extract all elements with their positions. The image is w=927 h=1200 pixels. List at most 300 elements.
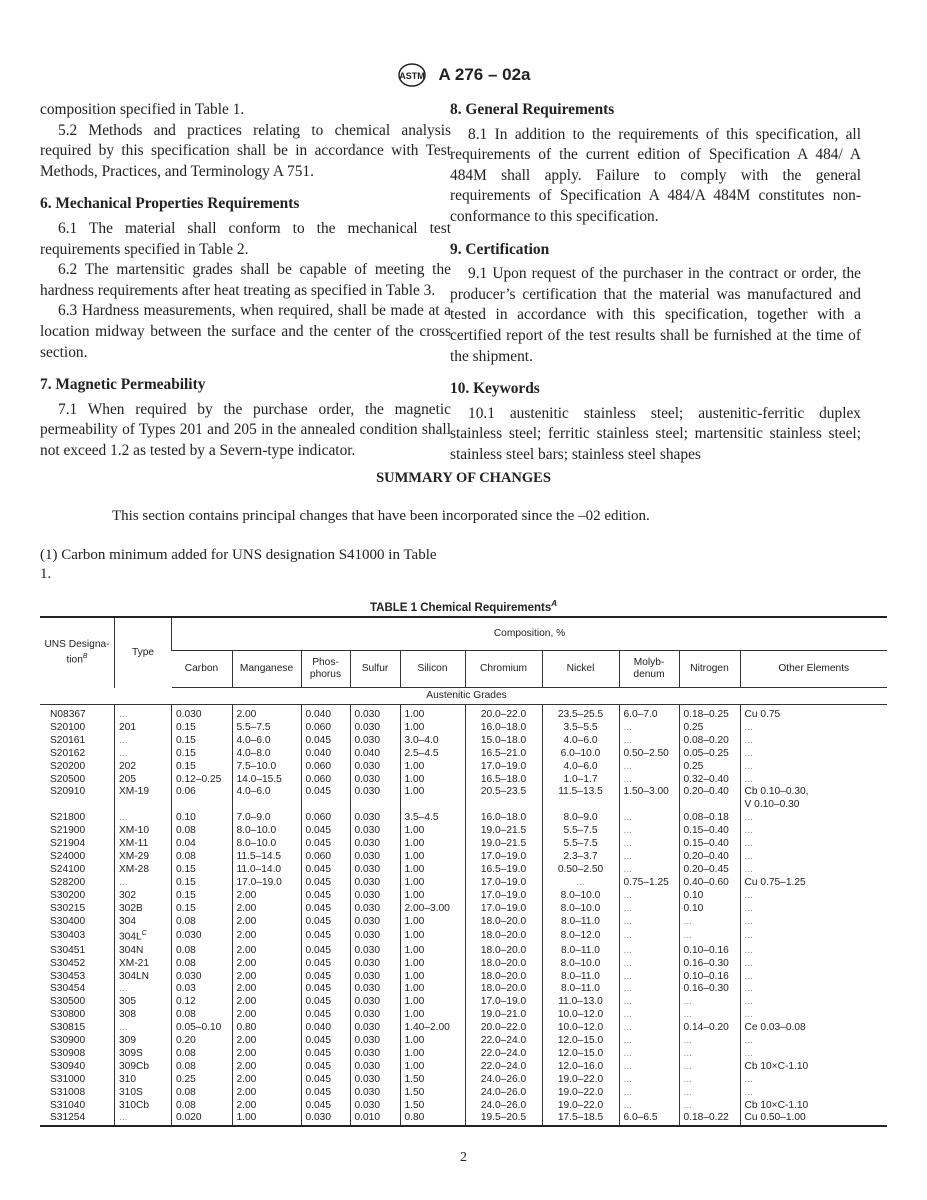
row-footnote: C xyxy=(141,930,147,938)
molybdenum-cell: ... xyxy=(619,1009,679,1022)
phosphorus-cell: 0.045 xyxy=(301,1100,350,1113)
sulfur-cell: 0.040 xyxy=(350,748,400,761)
silicon-cell: 1.00 xyxy=(400,916,465,929)
uns-cell: S30940 xyxy=(50,1060,86,1072)
nitrogen-cell: 0.18–0.22 xyxy=(679,1112,740,1126)
nickel-cell: 8.0–11.0 xyxy=(542,971,619,984)
nickel-cell: 11.5–13.5 xyxy=(542,786,619,799)
paragraph-7-1: 7.1 When required by the purchase order, the magnetic permeability of Types 201 and 205 in the annealed condition shall not exceed 1.2 as tested by a Severn-type indicator. xyxy=(40,400,451,459)
silicon-cell: 1.00 xyxy=(400,928,465,944)
other-elements-cell: Cu 0.75–1.25 xyxy=(740,877,887,890)
silicon-cell: 1.50 xyxy=(400,1087,465,1100)
paragraph-6-3: 6.3 Hardness measurements, when required, shall be made at a location midway between the surface and the center of the cross section. xyxy=(40,302,451,361)
sulfur-cell: 0.030 xyxy=(350,1009,400,1022)
chromium-cell: 18.0–20.0 xyxy=(465,916,542,929)
phosphorus-cell: 0.060 xyxy=(301,774,350,787)
nitrogen-cell: 0.25 xyxy=(679,722,740,735)
manganese-cell: 4.0–6.0 xyxy=(232,786,301,799)
silicon-cell: 1.00 xyxy=(400,877,465,890)
silicon-cell: 1.40–2.00 xyxy=(400,1022,465,1035)
phosphorus-cell: 0.060 xyxy=(301,722,350,735)
uns-cell: S20162 xyxy=(50,747,86,759)
chromium-cell: 24.0–26.0 xyxy=(465,1087,542,1100)
manganese-cell: 11.5–14.5 xyxy=(232,851,301,864)
phosphorus-cell: 0.040 xyxy=(301,1022,350,1035)
nitrogen-cell: ... xyxy=(679,916,740,929)
uns-cell: S31000 xyxy=(50,1073,86,1085)
silicon-cell: 1.00 xyxy=(400,890,465,903)
type-cell: XM-10 xyxy=(115,825,172,838)
document-designation: A 276 – 02a xyxy=(438,65,531,84)
sulfur-cell: 0.030 xyxy=(350,1022,400,1035)
uns-cell: S20100 xyxy=(50,721,86,733)
manganese-cell: 2.00 xyxy=(232,1061,301,1074)
uns-cell: S20910 xyxy=(50,786,86,798)
other-elements-cell: Cu 0.75 xyxy=(740,705,887,722)
chromium-cell: 18.0–20.0 xyxy=(465,945,542,958)
uns-cell: S30800 xyxy=(50,1009,86,1021)
phosphorus-cell: 0.060 xyxy=(301,851,350,864)
sulfur-cell: 0.030 xyxy=(350,903,400,916)
col-header-type: Type xyxy=(115,617,172,688)
chromium-cell: 17.0–19.0 xyxy=(465,877,542,890)
chromium-cell: 17.0–19.0 xyxy=(465,761,542,774)
phosphorus-cell: 0.045 xyxy=(301,903,350,916)
carbon-cell: 0.08 xyxy=(172,1009,233,1022)
chromium-cell: 20.0–22.0 xyxy=(465,705,542,722)
carbon-cell: 0.06 xyxy=(172,786,233,799)
other-elements-cell: ... xyxy=(740,1009,887,1022)
carbon-cell: 0.08 xyxy=(172,1048,233,1061)
col-header-silicon: Silicon xyxy=(400,651,465,688)
other-elements-cell: ... xyxy=(740,864,887,877)
uns-cell: S31008 xyxy=(50,1086,86,1098)
table-row xyxy=(40,1074,887,1087)
other-elements-cell: ... xyxy=(740,851,887,864)
nitrogen-cell: 0.15–0.40 xyxy=(679,838,740,851)
silicon-cell: 1.00 xyxy=(400,774,465,787)
table-row xyxy=(40,890,887,903)
carbon-cell: 0.08 xyxy=(172,825,233,838)
carbon-cell xyxy=(172,799,233,812)
table-row xyxy=(40,761,887,774)
carbon-cell: 0.04 xyxy=(172,838,233,851)
nickel-cell: 8.0–9.0 xyxy=(542,812,619,825)
manganese-cell: 14.0–15.5 xyxy=(232,774,301,787)
chromium-cell: 18.0–20.0 xyxy=(465,958,542,971)
nickel-cell: 10.0–12.0 xyxy=(542,1009,619,1022)
manganese-cell: 2.00 xyxy=(232,1100,301,1113)
sulfur-cell: 0.030 xyxy=(350,1048,400,1061)
other-elements-cell: ... xyxy=(740,774,887,787)
silicon-cell: 1.00 xyxy=(400,761,465,774)
molybdenum-cell: ... xyxy=(619,928,679,944)
manganese-cell: 2.00 xyxy=(232,890,301,903)
nickel-cell: 11.0–13.0 xyxy=(542,996,619,1009)
phosphorus-cell: 0.045 xyxy=(301,971,350,984)
silicon-cell: 0.80 xyxy=(400,1112,465,1126)
silicon-cell: 1.00 xyxy=(400,945,465,958)
nickel-cell: 8.0–12.0 xyxy=(542,928,619,944)
paragraph-10-1: 10.1 austenitic stainless steel; austenitic-ferritic duplex stainless steel; ferritic stainless steel; martensitic stainless steel; stainless steel bars; stainless steel shapes xyxy=(450,404,861,463)
other-elements-cell: ... xyxy=(740,971,887,984)
carbon-cell: 0.08 xyxy=(172,1061,233,1074)
chromium-cell: 17.0–19.0 xyxy=(465,851,542,864)
other-elements-cell: ... xyxy=(740,983,887,996)
type-cell: 205 xyxy=(115,774,172,787)
paragraph-8-1: 8.1 In addition to the requirements of this specification, all requirements of the current edition of Specification A 484/ A 484M shall apply. Failure to comply with the general requirements of Specification A 484/A 484M constitutes non-conformance to this specification. xyxy=(450,125,861,225)
nitrogen-cell: ... xyxy=(679,1061,740,1074)
silicon-cell: 1.00 xyxy=(400,1035,465,1048)
phosphorus-cell: 0.040 xyxy=(301,748,350,761)
nickel-cell: 0.50–2.50 xyxy=(542,864,619,877)
nickel-cell: 8.0–11.0 xyxy=(542,945,619,958)
manganese-cell: 2.00 xyxy=(232,916,301,929)
col-header-uns-footnote: B xyxy=(82,653,88,661)
phosphorus-cell: 0.060 xyxy=(301,761,350,774)
nitrogen-cell: ... xyxy=(679,1035,740,1048)
table-row xyxy=(40,838,887,851)
carbon-cell: 0.030 xyxy=(172,705,233,722)
nitrogen-cell: 0.16–0.30 xyxy=(679,983,740,996)
sulfur-cell: 0.030 xyxy=(350,1100,400,1113)
sulfur-cell: 0.030 xyxy=(350,1087,400,1100)
sulfur-cell: 0.030 xyxy=(350,786,400,799)
table-row xyxy=(40,1087,887,1100)
phosphorus-cell: 0.045 xyxy=(301,825,350,838)
col-header-composition: Composition, % xyxy=(172,617,888,651)
nickel-cell: 19.0–22.0 xyxy=(542,1100,619,1113)
uns-cell: S24100 xyxy=(50,863,86,875)
nickel-cell: 4.0–6.0 xyxy=(542,761,619,774)
section-9-heading: 9. Certification xyxy=(450,240,550,258)
manganese-cell: 2.00 xyxy=(232,945,301,958)
nickel-cell: 19.0–22.0 xyxy=(542,1087,619,1100)
other-elements-cell: ... xyxy=(740,1087,887,1100)
silicon-cell: 1.50 xyxy=(400,1074,465,1087)
carbon-cell: 0.20 xyxy=(172,1035,233,1048)
other-elements-cell: ... xyxy=(740,722,887,735)
section-10-heading: 10. Keywords xyxy=(450,380,540,398)
uns-cell: S30900 xyxy=(50,1035,86,1047)
phosphorus-cell: 0.045 xyxy=(301,996,350,1009)
manganese-cell: 2.00 xyxy=(232,996,301,1009)
nitrogen-cell: ... xyxy=(679,928,740,944)
chromium-cell: 19.0–21.5 xyxy=(465,838,542,851)
document-header xyxy=(0,62,927,88)
manganese-cell: 0.80 xyxy=(232,1022,301,1035)
nitrogen-cell: 0.25 xyxy=(679,761,740,774)
nitrogen-cell: 0.15–0.40 xyxy=(679,825,740,838)
carbon-cell: 0.05–0.10 xyxy=(172,1022,233,1035)
nitrogen-cell: 0.10 xyxy=(679,890,740,903)
table-row xyxy=(40,1048,887,1061)
table-title xyxy=(0,599,927,614)
uns-cell: S30200 xyxy=(50,889,86,901)
type-cell: ... xyxy=(115,877,172,890)
phosphorus-cell: 0.045 xyxy=(301,945,350,958)
paragraph-9-1: 9.1 Upon request of the purchaser in the contract or order, the producer’s certification that the material was manufactured and tested in accordance with this specification, together with a certified report of the test results shall be furnished at the time of the shipment. xyxy=(450,265,861,365)
silicon-cell: 1.00 xyxy=(400,825,465,838)
nitrogen-cell: 0.16–0.30 xyxy=(679,958,740,971)
other-elements-cell: Cb 10×C-1.10 xyxy=(740,1061,887,1074)
nitrogen-cell: 0.18–0.25 xyxy=(679,705,740,722)
col-header-uns xyxy=(40,617,115,688)
table-row xyxy=(40,1061,887,1074)
type-cell: 304LN xyxy=(115,971,172,984)
sulfur-cell: 0.030 xyxy=(350,812,400,825)
molybdenum-cell: ... xyxy=(619,812,679,825)
manganese-cell: 2.00 xyxy=(232,1009,301,1022)
type-cell: XM-28 xyxy=(115,864,172,877)
sulfur-cell: 0.030 xyxy=(350,1061,400,1074)
nitrogen-cell: ... xyxy=(679,1048,740,1061)
uns-cell: S31040 xyxy=(50,1099,86,1111)
table-row xyxy=(40,1009,887,1022)
carbon-cell: 0.15 xyxy=(172,890,233,903)
astm-logo-icon xyxy=(397,62,427,88)
phosphorus-cell: 0.045 xyxy=(301,958,350,971)
chromium-cell: 16.0–18.0 xyxy=(465,812,542,825)
manganese-cell: 5.5–7.5 xyxy=(232,722,301,735)
type-cell: 202 xyxy=(115,761,172,774)
col-header-chromium: Chromium xyxy=(465,651,542,688)
phosphorus-cell: 0.045 xyxy=(301,916,350,929)
silicon-cell: 1.00 xyxy=(400,983,465,996)
type-cell: ... xyxy=(115,748,172,761)
nitrogen-cell: ... xyxy=(679,1087,740,1100)
other-elements-cell: ... xyxy=(740,838,887,851)
silicon-cell: 1.00 xyxy=(400,1009,465,1022)
chromium-cell: 17.0–19.0 xyxy=(465,996,542,1009)
table-title-text: TABLE 1 Chemical Requirements xyxy=(369,601,552,614)
other-elements-cell: ... xyxy=(740,735,887,748)
type-cell: 310S xyxy=(115,1087,172,1100)
chromium-cell: 22.0–24.0 xyxy=(465,1035,542,1048)
phosphorus-cell: 0.045 xyxy=(301,1009,350,1022)
carbon-cell: 0.08 xyxy=(172,958,233,971)
chromium-cell: 18.0–20.0 xyxy=(465,971,542,984)
nickel-cell: 17.5–18.5 xyxy=(542,1112,619,1126)
phosphorus-cell: 0.045 xyxy=(301,877,350,890)
type-cell: XM-19 xyxy=(115,786,172,799)
molybdenum-cell: ... xyxy=(619,971,679,984)
manganese-cell: 2.00 xyxy=(232,1048,301,1061)
uns-cell: S21800 xyxy=(50,812,86,824)
carbon-cell: 0.020 xyxy=(172,1112,233,1126)
molybdenum-cell: ... xyxy=(619,864,679,877)
nickel-cell: 10.0–12.0 xyxy=(542,1022,619,1035)
nitrogen-cell: 0.20–0.40 xyxy=(679,851,740,864)
chromium-cell: 19.0–21.5 xyxy=(465,825,542,838)
molybdenum-cell: 6.0–6.5 xyxy=(619,1112,679,1126)
type-cell: 302 xyxy=(115,890,172,903)
manganese-cell: 11.0–14.0 xyxy=(232,864,301,877)
other-elements-cell: ... xyxy=(740,928,887,944)
silicon-cell: 1.00 xyxy=(400,851,465,864)
molybdenum-cell: 1.50–3.00 xyxy=(619,786,679,799)
chromium-cell xyxy=(465,799,542,812)
nickel-cell xyxy=(542,799,619,812)
manganese-cell: 8.0–10.0 xyxy=(232,825,301,838)
table-row xyxy=(40,971,887,984)
nickel-cell: 8.0–10.0 xyxy=(542,890,619,903)
table-row xyxy=(40,825,887,838)
uns-cell: S30453 xyxy=(50,970,86,982)
table-row xyxy=(40,983,887,996)
sulfur-cell: 0.030 xyxy=(350,705,400,722)
silicon-cell xyxy=(400,799,465,812)
phosphorus-cell: 0.045 xyxy=(301,1087,350,1100)
molybdenum-cell: ... xyxy=(619,735,679,748)
other-elements-cell: Cb 0.10–0.30, xyxy=(740,786,887,799)
carbon-cell: 0.10 xyxy=(172,812,233,825)
uns-cell: S30908 xyxy=(50,1047,86,1059)
manganese-cell: 2.00 xyxy=(232,1035,301,1048)
section-7-heading: 7. Magnetic Permeability xyxy=(40,376,206,394)
uns-cell: S21900 xyxy=(50,825,86,837)
type-cell: 310 xyxy=(115,1074,172,1087)
silicon-cell: 1.00 xyxy=(400,971,465,984)
silicon-cell: 1.00 xyxy=(400,705,465,722)
manganese-cell: 7.0–9.0 xyxy=(232,812,301,825)
uns-cell: S30452 xyxy=(50,957,86,969)
molybdenum-cell: ... xyxy=(619,890,679,903)
summary-title: SUMMARY OF CHANGES xyxy=(376,470,551,486)
table-row xyxy=(40,735,887,748)
col-header-other-elements: Other Elements xyxy=(740,651,887,688)
uns-cell: S30815 xyxy=(50,1022,86,1034)
phosphorus-cell: 0.045 xyxy=(301,1061,350,1074)
type-cell: XM-29 xyxy=(115,851,172,864)
summary-item: (1) Carbon minimum added for UNS designation S41000 in Table 1. xyxy=(40,547,437,582)
phosphorus-cell: 0.045 xyxy=(301,864,350,877)
type-cell: 304N xyxy=(115,945,172,958)
silicon-cell: 1.00 xyxy=(400,996,465,1009)
phosphorus-cell: 0.045 xyxy=(301,786,350,799)
chromium-cell: 24.0–26.0 xyxy=(465,1100,542,1113)
manganese-cell: 2.00 xyxy=(232,971,301,984)
col-header-nickel: Nickel xyxy=(542,651,619,688)
sulfur-cell: 0.030 xyxy=(350,722,400,735)
other-elements-cell: ... xyxy=(740,1048,887,1061)
uns-cell: S20500 xyxy=(50,773,86,785)
silicon-cell: 1.00 xyxy=(400,786,465,799)
phosphorus-cell: 0.045 xyxy=(301,890,350,903)
nitrogen-cell: ... xyxy=(679,1009,740,1022)
nickel-cell: 1.0–1.7 xyxy=(542,774,619,787)
carbon-cell: 0.08 xyxy=(172,916,233,929)
carbon-cell: 0.15 xyxy=(172,903,233,916)
sulfur-cell: 0.030 xyxy=(350,890,400,903)
carbon-cell: 0.15 xyxy=(172,722,233,735)
manganese-cell: 17.0–19.0 xyxy=(232,877,301,890)
chromium-cell: 18.0–20.0 xyxy=(465,928,542,944)
type-cell: 310Cb xyxy=(115,1100,172,1113)
manganese-cell: 2.00 xyxy=(232,903,301,916)
svg-text:ASTM: ASTM xyxy=(398,71,425,81)
uns-cell: S30500 xyxy=(50,996,86,1008)
page-number: 2 xyxy=(460,1150,467,1165)
sulfur-cell xyxy=(350,799,400,812)
carbon-cell: 0.15 xyxy=(172,877,233,890)
carbon-cell: 0.03 xyxy=(172,983,233,996)
nickel-cell: 3.5–5.5 xyxy=(542,722,619,735)
uns-cell: S24000 xyxy=(50,850,86,862)
molybdenum-cell: 0.75–1.25 xyxy=(619,877,679,890)
table-row xyxy=(40,748,887,761)
uns-cell: S20161 xyxy=(50,734,86,746)
uns-cell: S30215 xyxy=(50,902,86,914)
other-elements-cell: ... xyxy=(740,996,887,1009)
uns-cell: S30403 xyxy=(50,930,86,942)
silicon-cell: 1.00 xyxy=(400,958,465,971)
molybdenum-cell: ... xyxy=(619,761,679,774)
molybdenum-cell: ... xyxy=(619,722,679,735)
table-row xyxy=(40,945,887,958)
type-cell: ... xyxy=(115,705,172,722)
uns-cell: S30454 xyxy=(50,983,86,995)
molybdenum-cell: ... xyxy=(619,996,679,1009)
manganese-cell: 2.00 xyxy=(232,958,301,971)
carbon-cell: 0.25 xyxy=(172,1074,233,1087)
chromium-cell: 19.5–20.5 xyxy=(465,1112,542,1126)
sulfur-cell: 0.030 xyxy=(350,761,400,774)
manganese-cell: 2.00 xyxy=(232,1087,301,1100)
molybdenum-cell: ... xyxy=(619,958,679,971)
type-cell: ... xyxy=(115,983,172,996)
col-header-molybdenum: Molyb- denum xyxy=(619,651,679,688)
table-row xyxy=(40,1112,887,1126)
uns-cell: S31254 xyxy=(50,1112,86,1124)
manganese-cell xyxy=(232,799,301,812)
uns-cell: S20200 xyxy=(50,760,86,772)
table-row xyxy=(40,877,887,890)
nitrogen-cell: 0.05–0.25 xyxy=(679,748,740,761)
sulfur-cell: 0.030 xyxy=(350,928,400,944)
phosphorus-cell: 0.045 xyxy=(301,1035,350,1048)
nickel-cell: 8.0–11.0 xyxy=(542,916,619,929)
nitrogen-cell: 0.08–0.18 xyxy=(679,812,740,825)
paragraph-6-2: 6.2 The martensitic grades shall be capable of meeting the hardness requirements after heat treating as specified in Table 3. xyxy=(40,261,451,299)
uns-cell: S28200 xyxy=(50,876,86,888)
sulfur-cell: 0.010 xyxy=(350,1112,400,1126)
nitrogen-cell: 0.10 xyxy=(679,903,740,916)
silicon-cell: 1.00 xyxy=(400,722,465,735)
other-elements-cell: ... xyxy=(740,1074,887,1087)
nickel-cell: 4.0–6.0 xyxy=(542,735,619,748)
manganese-cell: 8.0–10.0 xyxy=(232,838,301,851)
sulfur-cell: 0.030 xyxy=(350,825,400,838)
manganese-cell: 2.00 xyxy=(232,705,301,722)
carbon-cell: 0.030 xyxy=(172,971,233,984)
molybdenum-cell: ... xyxy=(619,1022,679,1035)
nickel-cell: 8.0–10.0 xyxy=(542,903,619,916)
other-elements-cell: ... xyxy=(740,945,887,958)
nitrogen-cell xyxy=(679,799,740,812)
type-cell: 304 xyxy=(115,916,172,929)
sulfur-cell: 0.030 xyxy=(350,838,400,851)
type-cell: XM-21 xyxy=(115,958,172,971)
table-title-footnote: A xyxy=(551,599,558,608)
carbon-cell: 0.08 xyxy=(172,851,233,864)
type-cell: 308 xyxy=(115,1009,172,1022)
nitrogen-cell: 0.10–0.16 xyxy=(679,945,740,958)
group-label: Austenitic Grades xyxy=(40,688,887,705)
sulfur-cell: 0.030 xyxy=(350,983,400,996)
molybdenum-cell: ... xyxy=(619,1035,679,1048)
phosphorus-cell: 0.045 xyxy=(301,1074,350,1087)
